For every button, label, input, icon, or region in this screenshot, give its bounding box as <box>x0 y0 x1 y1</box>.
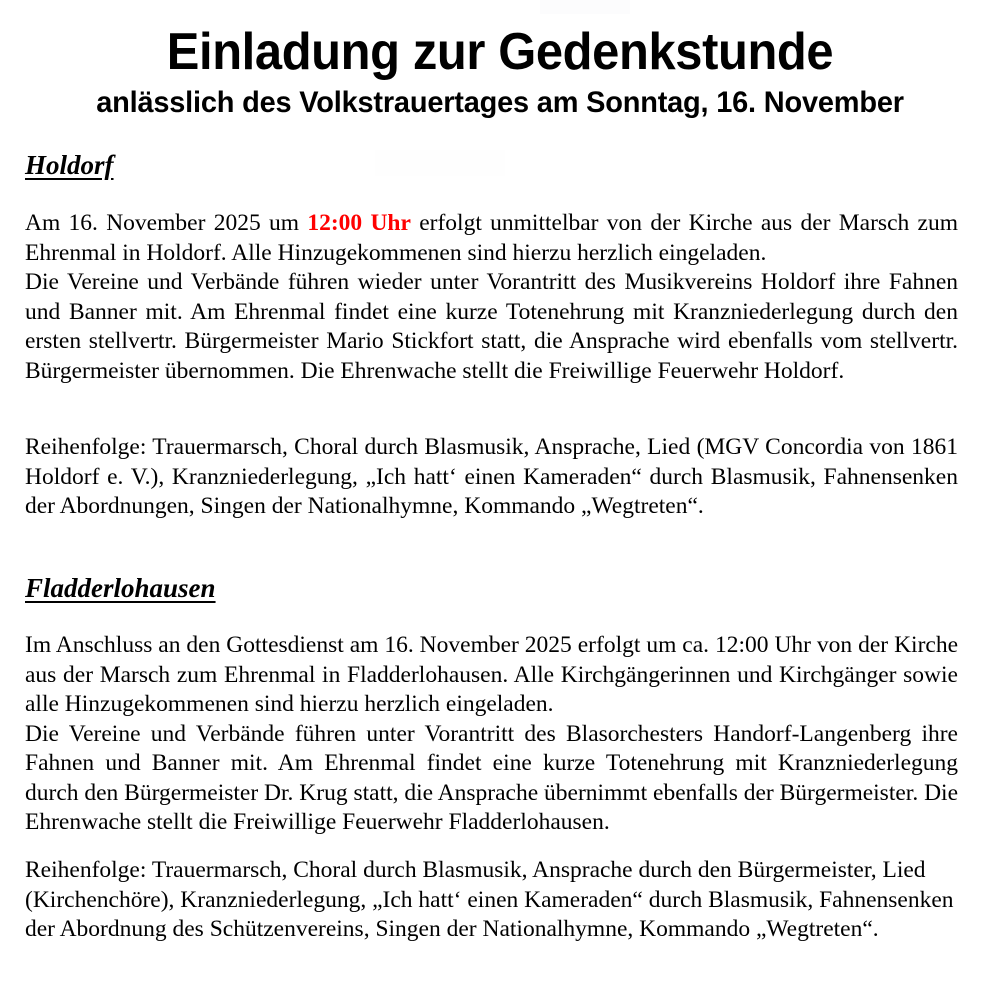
fladderlohausen-paragraph-intro <box>25 631 958 838</box>
section-heading-holdorf: Holdorf <box>25 150 114 180</box>
holdorf-paragraph-intro <box>25 209 958 386</box>
holdorf-intro-prefix: Am 16. November 2025 um <box>25 210 308 236</box>
holdorf-paragraph-order <box>25 433 958 522</box>
fladderlohausen-intro-first-block: Im Anschluss an den Gottesdienst am 16. November 2025 erfolgt um ca. 12:00 Uhr von der Kirche aus der Marsch zum Ehrenmal in Fladderlohausen. Alle Kirchgängerinnen und Kirchgänger sowie alle Hinzugekommenen sind hierzu herzlich eingeladen. <box>25 632 958 717</box>
holdorf-start-time: 12:00 Uhr <box>307 210 411 236</box>
paragraph-text <box>25 209 958 386</box>
paragraph-text: Reihenfolge: Trauermarsch, Choral durch Blasmusik, Ansprache, Lied (MGV Concordia von 1861 Holdorf e. V.), Kranzniederlegung, „Ich hatt‘ einen Kameraden“ durch Blasmusik, Fahnensenken der Abordnungen, Singen der Nationalhymne, Kommando „Wegtreten“. <box>25 434 958 519</box>
holdorf-intro-second-block: Die Vereine und Verbände führen wieder unter Vorantritt des Musikvereins Holdorf ihre Fahnen und Banner mit. Am Ehrenmal findet eine kurze Totenehrung mit Kranzniederlegung durch den ersten stellvertr. Bürgermeister Mario Stickfort statt, die Ansprache wird ebenfalls vom stellvertr. Bürgermeister übernommen. Die Ehrenwache stellt die Freiwillige Feuerwehr Holdorf. <box>25 269 958 384</box>
fladderlohausen-paragraph-order <box>25 856 958 945</box>
scan-artifact-watermark <box>375 150 505 176</box>
section-heading-fladderlohausen-wrapper <box>25 573 216 603</box>
fladderlohausen-intro-second-block: Die Vereine und Verbände führen unter Vorantritt des Blasorchesters Handorf-Langenberg ihre Fahnen und Banner mit. Am Ehrenmal findet eine kurze Totenehrung mit Kranzniederlegung durch den Bürgermeister Dr. Krug statt, die Ansprache übernimmt ebenfalls der Bürgermeister. Die Ehrenwache stellt die Freiwillige Feuerwehr Fladderlohausen. <box>25 720 959 835</box>
section-heading-fladderlohausen: Fladderlohausen <box>25 573 216 603</box>
section-heading-holdorf-wrapper <box>25 150 114 180</box>
page-title: Einladung zur Gedenkstunde <box>166 23 834 81</box>
holdorf-intro-suffix: erfolgt unmittelbar von der Kirche aus der Marsch zum Ehrenmal in Holdorf. Alle Hinzugekommenen sind hierzu herzlich eingeladen. <box>25 210 959 266</box>
paragraph-text <box>25 631 958 838</box>
paragraph-text: Reihenfolge: Trauermarsch, Choral durch Blasmusik, Ansprache durch den Bürgermeister, Lied (Kirchenchöre), Kranzniederlegung, „Ich hatt‘ einen Kameraden“ durch Blasmusik, Fahnensenken der Abordnung des Schützenvereins, Singen der Nationalhymne, Kommando „Wegtreten“. <box>25 857 954 942</box>
page-subtitle: anlässlich des Volkstrauertages am Sonntag, 16. November <box>96 86 904 119</box>
